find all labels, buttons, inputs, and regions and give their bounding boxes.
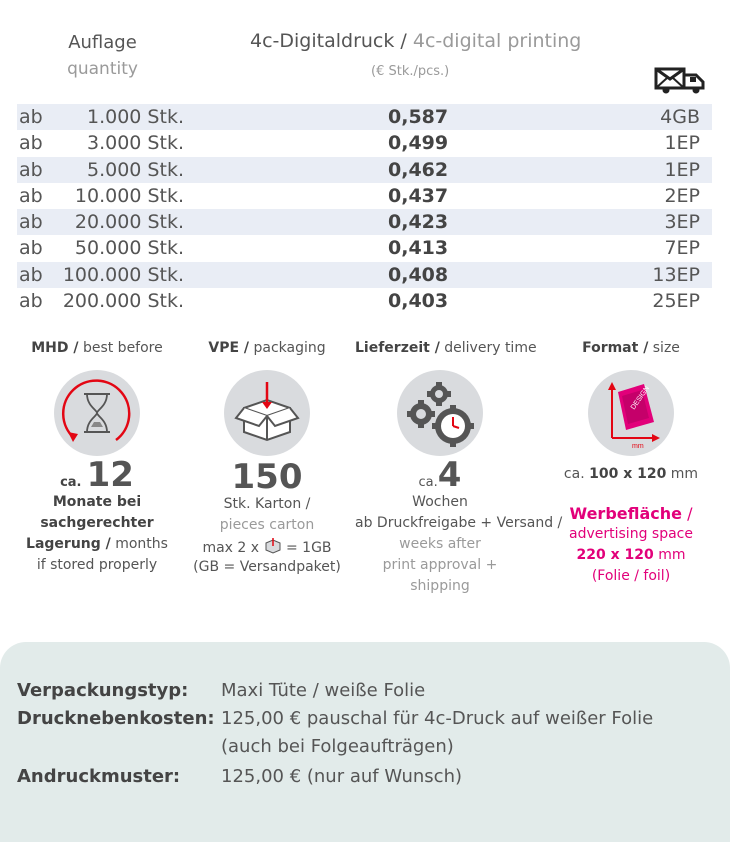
svg-text:DESIGN: DESIGN [629,385,652,412]
feature-delivery [355,340,563,597]
feature-mhd [12,340,182,576]
ab-label: ab [19,263,43,286]
ab-label: ab [19,158,43,181]
ab-label: ab [19,106,43,128]
ab-label: ab [19,132,43,155]
feature-title: VPE / packaging [208,340,326,356]
quantity-header-de: Auflage [68,32,137,53]
adv-size: 220 x 120 mm [576,547,686,563]
price-cell: 0,437 [388,184,449,207]
feature-title: Format / size [582,340,680,356]
shipping-cell: 4GB [660,106,700,128]
price-header-sep: / [394,30,413,52]
format-size: ca. 100 x 120 mm [563,466,699,482]
table-row [17,183,712,209]
vpe-max: max 2 x = 1GB [202,540,332,556]
shipping-cell: 25EP [652,290,700,313]
mhd-line3: Lagerung / months [26,536,168,552]
vpe-line1: Stk. Karton / [223,496,311,512]
shipping-cell: 1EP [664,132,700,155]
quantity-cell: 100.000 Stk. [62,263,184,286]
shipping-cell: 13EP [652,263,700,286]
delivery-value: ca.4 [418,455,462,495]
quantity-cell: 50.000 Stk. [74,237,184,260]
mhd-line4: if stored properly [36,557,158,573]
price-cell: 0,408 [388,263,449,286]
quantity-cell: 1.000 Stk. [87,106,184,128]
quantity-cell: 20.000 Stk. [74,211,184,234]
shipping-cell: 2EP [664,184,700,207]
delivery-line2: ab Druckfreigabe + Versand / [355,515,563,531]
mhd-line1: Monate bei [52,494,142,510]
price-unit: (€ Stk./pcs.) [371,64,450,79]
adv-title: Werbefläche / [569,504,693,523]
small-box-icon [264,538,282,554]
specs-box: Verpackungstyp: Maxi Tüte / weiße Folie Drucknebenkosten: 125,00 € pauschal für 4c-Druck auf weißer Folie (auch bei Folgeaufträgen) Andruckmuster: 125,00 € (nur auf Wunsch) [0,642,730,842]
table-row [17,104,712,130]
feature-format [546,340,716,587]
shipping-truck-icon [654,66,706,94]
vpe-line2: pieces carton [219,517,315,533]
quantity-cell: 3.000 Stk. [87,132,184,155]
table-row [17,235,712,261]
shipping-cell: 1EP [664,158,700,181]
price-header-de: 4c-Digitaldruck [250,30,395,52]
table-row [17,130,712,156]
price-table [17,104,712,314]
price-cell: 0,413 [388,237,449,260]
mhd-line2: sachgerechter [40,515,154,531]
gears-clock-icon [397,370,483,456]
quantity-cell: 200.000 Stk. [62,290,184,313]
vpe-gb: (GB = Versandpaket) [193,559,341,575]
feature-vpe [182,340,352,575]
mhd-value: ca. 12 [60,455,134,495]
adv-en: advertising space [569,526,693,542]
box-icon [224,370,310,456]
ab-label: ab [19,237,43,260]
adv-note: (Folie / foil) [591,568,671,584]
delivery-line3: weeks after [399,536,481,552]
table-row [17,262,712,288]
quantity-header-en: quantity [67,59,138,79]
hourglass-icon [54,370,140,456]
delivery-line1: Wochen [412,494,468,510]
table-row [17,288,712,314]
price-cell: 0,499 [388,132,449,155]
price-cell: 0,462 [388,158,449,181]
quantity-cell: 10.000 Stk. [74,184,184,207]
vpe-value: 150 [231,457,303,497]
price-header [250,30,581,52]
table-row [17,209,712,235]
price-header-en: 4c-digital printing [412,30,582,52]
ab-label: ab [19,290,43,313]
delivery-line4: print approval + shipping [382,557,498,594]
svg-text:mm: mm [632,443,644,450]
shipping-cell: 7EP [664,237,700,260]
price-cell: 0,423 [388,211,449,234]
table-row [17,157,712,183]
bag-size-icon [588,370,674,456]
quantity-header [40,32,165,79]
feature-title: Lieferzeit / delivery time [355,340,537,356]
shipping-cell: 3EP [664,211,700,234]
quantity-cell: 5.000 Stk. [87,158,184,181]
feature-title: MHD / best before [31,340,163,356]
ab-label: ab [19,211,43,234]
price-cell: 0,587 [388,106,449,128]
ab-label: ab [19,184,43,207]
price-cell: 0,403 [388,290,449,313]
